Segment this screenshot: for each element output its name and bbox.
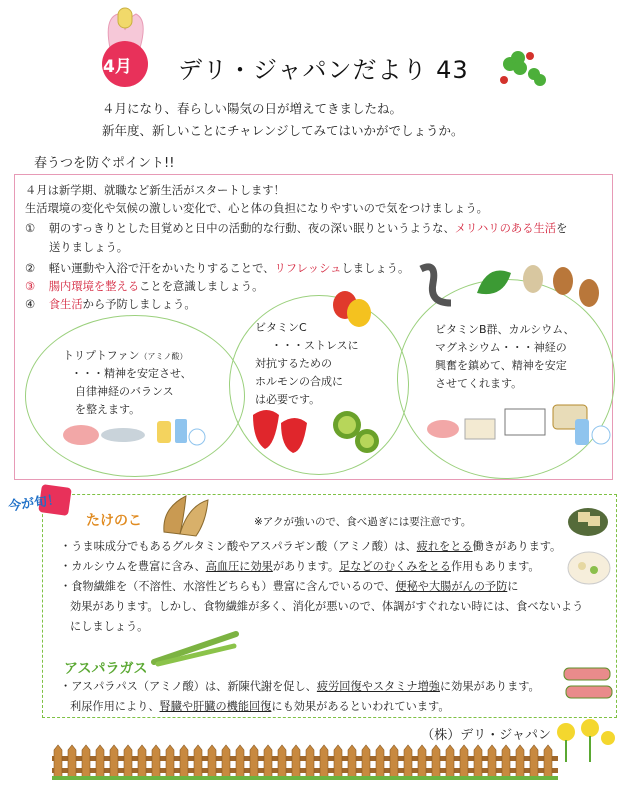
fence-post xyxy=(96,745,104,778)
takenoko-b1-end: 働きがあります。 xyxy=(472,540,562,553)
point-1-highlight: メリハリのある生活 xyxy=(454,222,557,235)
box1-line-1: ４月は新学期、就職など新生活がスタートします！ xyxy=(25,184,285,197)
takenoko-b3-end: に xyxy=(507,580,519,593)
tryptophan-line-3: を整えます。 xyxy=(75,403,141,416)
bacon-asparagus-roll-icon xyxy=(560,662,616,706)
point-1-text: 朝のすっきりとした目覚めと日中の活動的な行動、夜の深い眠りというような、 xyxy=(48,222,455,235)
fence-post xyxy=(460,745,468,778)
takenoko-bullet-3-line-2: 効果があります。しかし、食物繊維が多く、消化が悪いので、体調がすぐれない時には、食べないよう xyxy=(70,600,584,613)
fence-post xyxy=(544,745,552,778)
point-2-number: ② xyxy=(25,262,36,275)
fence-post xyxy=(530,745,538,778)
fence-post xyxy=(390,745,398,778)
meat-fish-dairy-icon xyxy=(59,415,209,449)
vitamin-b-line-1: ビタミンB群、カルシウム、 xyxy=(435,323,575,336)
simmered-bamboo-dish-icon xyxy=(566,498,610,538)
intro-line-1: ４月になり、春らしい陽気の日が増えてきましたね。 xyxy=(102,101,403,116)
asparagus-bullet-1 xyxy=(60,678,540,696)
fence-post xyxy=(208,745,216,778)
point-3 xyxy=(25,278,263,295)
fence-post xyxy=(278,745,286,778)
clover-icon xyxy=(494,44,550,90)
strawberry-kiwi-icon xyxy=(247,401,387,457)
takenoko-b3-underline: 便秘や大腸がんの予防 xyxy=(395,580,508,593)
point-2-text-end: しましょう。 xyxy=(341,262,410,275)
fence-post xyxy=(348,745,356,778)
takenoko-b2-text: ・カルシウムを豊富に含み、 xyxy=(60,560,206,573)
tryptophan-title xyxy=(63,347,187,365)
asparagus-b1-text: ・アスパラパス（アミノ酸）は、新陳代謝を促し、 xyxy=(60,680,317,693)
point-1-number: ① xyxy=(25,222,36,235)
fence-post xyxy=(222,745,230,778)
point-4 xyxy=(25,296,196,313)
point-4-text: から予防しましょう。 xyxy=(82,298,196,311)
bell-pepper-icon xyxy=(329,285,375,331)
takenoko-bullet-2 xyxy=(60,558,540,576)
tryptophan-title-note: （アミノ酸） xyxy=(139,352,188,361)
fence-post xyxy=(516,745,524,778)
point-3-number: ③ xyxy=(25,280,36,293)
asparagus-b1-underline: 疲労回復やスタミナ増強 xyxy=(316,680,440,693)
takenoko-b1-text: ・うま味成分でもあるグルタミン酸やアスパラギン酸（アミノ酸）は、 xyxy=(60,540,417,553)
point-3-highlight: 腸内環境を整える xyxy=(48,280,140,293)
fence-post xyxy=(362,745,370,778)
point-2 xyxy=(25,260,409,277)
vitamin-c-line-2: 対抗するための xyxy=(255,357,332,370)
fence-post xyxy=(376,745,384,778)
flowers-icon xyxy=(552,714,622,764)
fence-post xyxy=(82,745,90,778)
vitamin-c-line-4: は必要です。 xyxy=(255,393,321,406)
fish-natto-dairy-icon xyxy=(425,401,615,449)
point-2-text: 軽い運動や入浴で汗をかいたりすることで、 xyxy=(48,262,275,275)
vitamin-b-line-2: マグネシウム・・・神経の xyxy=(435,341,567,354)
point-2-highlight: リフレッシュ xyxy=(274,262,342,275)
fence-post xyxy=(236,745,244,778)
fence-post xyxy=(474,745,482,778)
takenoko-b2-end: 作用もあります。 xyxy=(450,560,540,573)
point-3-text: ことを意識しましょう。 xyxy=(139,280,264,293)
point-1 xyxy=(25,220,567,237)
takenoko-note: ※アクが強いので、食べ過ぎには要注意です。 xyxy=(254,516,472,528)
asparagus-b2-underline: 腎臓や肝臓の機能回復 xyxy=(159,700,272,713)
fence-post xyxy=(124,745,132,778)
point-1-text-end: を xyxy=(556,222,568,235)
asparagus-bullet-1-line-2 xyxy=(70,698,450,716)
asparagus-b2-text: 利尿作用により、 xyxy=(70,700,160,713)
tryptophan-line-2: 自律神経のバランス xyxy=(75,385,174,398)
section-heading-spring-depression: 春うつを防ぐポイント!! xyxy=(34,156,175,171)
takenoko-b2-underline-2: 足などのむくみをとる xyxy=(339,560,451,573)
takenoko-bullet-3 xyxy=(60,578,519,596)
fence-post xyxy=(292,745,300,778)
spring-depression-box xyxy=(14,174,613,480)
fence-post xyxy=(166,745,174,778)
fence-post xyxy=(418,745,426,778)
asparagus-b2-end: にも効果があるといわれています。 xyxy=(271,700,450,713)
in-season-badge: 今が旬！ xyxy=(7,492,62,515)
fence-post xyxy=(264,745,272,778)
takenoko-heading: たけのこ xyxy=(86,513,142,529)
fence-post xyxy=(404,745,412,778)
point-1-continued: 送りましょう。 xyxy=(49,241,129,254)
takenoko-bullet-1 xyxy=(60,538,561,556)
fence-post xyxy=(54,745,62,778)
asparagus-icon xyxy=(150,626,240,666)
asparagus-b1-end: に効果があります。 xyxy=(439,680,540,693)
fence-post xyxy=(432,745,440,778)
fence-post xyxy=(152,745,160,778)
vitamin-c-line-1: ・・・ストレスに xyxy=(271,339,359,352)
takenoko-b2-mid: があります。 xyxy=(272,560,340,573)
tulip-month-badge-icon xyxy=(90,8,160,90)
vitamin-b-line-3: 興奮を鎮めて、精神を安定 xyxy=(435,359,567,372)
fence-post xyxy=(180,745,188,778)
fence-post xyxy=(250,745,258,778)
wooden-fence-icon xyxy=(52,744,558,780)
vitamin-c-line-3: ホルモンの合成に xyxy=(255,375,343,388)
point-4-number: ④ xyxy=(25,298,36,311)
box1-line-2: 生活環境の変化や気候の激しい変化で、心と体の負担になりやすいので気をつけましょう。 xyxy=(25,202,488,215)
fence-post xyxy=(334,745,342,778)
fence-post xyxy=(110,745,118,778)
bamboo-shoot-icon xyxy=(158,492,214,538)
fence-post xyxy=(68,745,76,778)
fence-post xyxy=(502,745,510,778)
page-title: デリ・ジャパンだより 43 xyxy=(178,56,469,84)
asparagus-heading: アスパラガス xyxy=(64,661,148,677)
takenoko-b2-underline: 高血圧に効果 xyxy=(205,560,273,573)
fence-post xyxy=(320,745,328,778)
tryptophan-title-text: トリプトファン xyxy=(63,349,140,362)
fence-post xyxy=(488,745,496,778)
fence-post xyxy=(306,745,314,778)
eel-spinach-nuts-icon xyxy=(407,259,607,319)
vitamin-c-title: ビタミンC xyxy=(255,321,307,334)
vitamin-b-line-4: させてくれます。 xyxy=(435,377,523,390)
fence-post xyxy=(138,745,146,778)
tryptophan-line-1: ・・・精神を安定させ、 xyxy=(71,367,192,380)
month-badge-text: 4月 xyxy=(103,57,132,77)
takenoko-b3-text: ・食物繊維を（不溶性、水溶性どちらも）豊富に含んでいるので、 xyxy=(60,580,396,593)
intro-line-2: 新年度、新しいことにチャレンジしてみてはいかがでしょうか。 xyxy=(102,123,464,138)
fence-post xyxy=(446,745,454,778)
company-credit: （株）デリ・ジャパン xyxy=(421,728,551,743)
soup-bowl-icon xyxy=(566,548,612,588)
takenoko-bullet-3-line-3: にしましょう。 xyxy=(70,620,149,633)
point-4-highlight: 食生活 xyxy=(48,298,83,311)
takenoko-b1-underline: 疲れをとる xyxy=(416,540,473,553)
fence-post xyxy=(194,745,202,778)
